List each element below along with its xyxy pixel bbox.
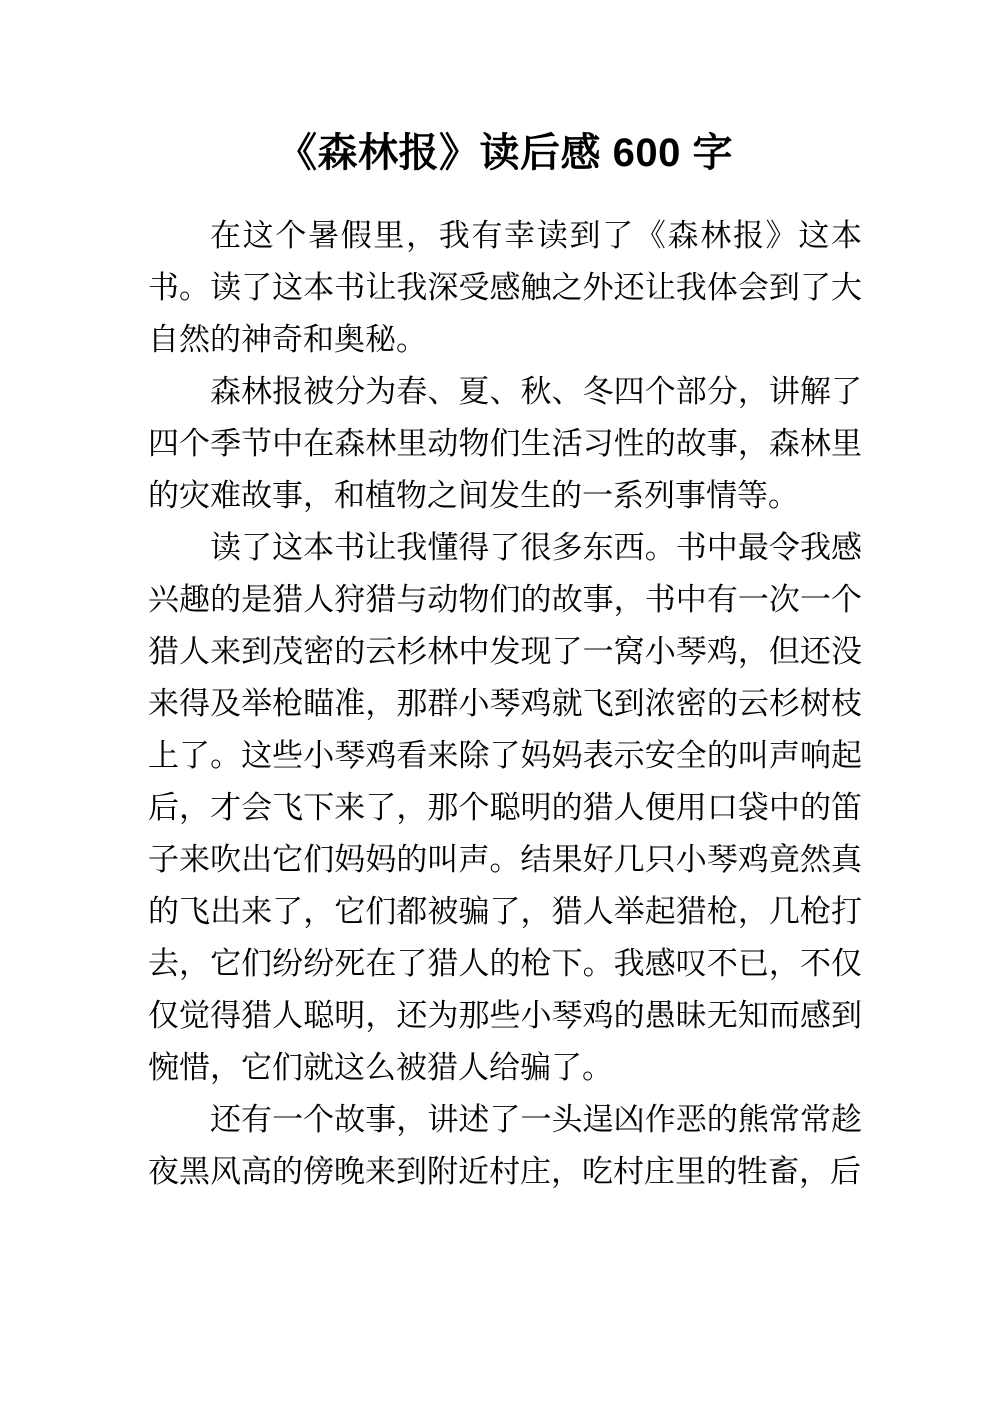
paragraph-hunter-story: 读了这本书让我懂得了很多东西。书中最令我感兴趣的是猎人狩猎与动物们的故事，书中有一次一个猎人来到茂密的云杉林中发现了一窝小琴鸡，但还没来得及举枪瞄准，那群小琴鸡就飞到浓密的云杉树枝上了。这些小琴鸡看来除了妈妈表示安全的叫声响起后，才会飞下来了，那个聪明的猎人便用口袋中的笛子来吹出它们妈妈的叫声。结果好几只小琴鸡竟然真的飞出来了，它们都被骗了，猎人举起猎枪，几枪打去，它们纷纷死在了猎人的枪下。我感叹不已，不仅仅觉得猎人聪明，还为那些小琴鸡的愚昧无知而感到惋惜，它们就这么被猎人给骗了。 (148, 530, 862, 1085)
paragraph-intro: 在这个暑假里，我有幸读到了《森林报》这本书。读了这本书让我深受感触之外还让我体会到了大自然的神奇和奥秘。 (148, 218, 862, 357)
document-title: 《森林报》读后感 600 字 (277, 131, 733, 175)
paragraph-bear-story: 还有一个故事，讲述了一头逞凶作恶的熊常常趁夜黑风高的傍晚来到附近村庄，吃村庄里的牲畜，后 (148, 1102, 862, 1189)
paragraph-book-structure: 森林报被分为春、夏、秋、冬四个部分，讲解了四个季节中在森林里动物们生活习性的故事，森林里的灾难故事，和植物之间发生的一系列事情等。 (148, 374, 862, 513)
document-content (148, 130, 862, 1198)
